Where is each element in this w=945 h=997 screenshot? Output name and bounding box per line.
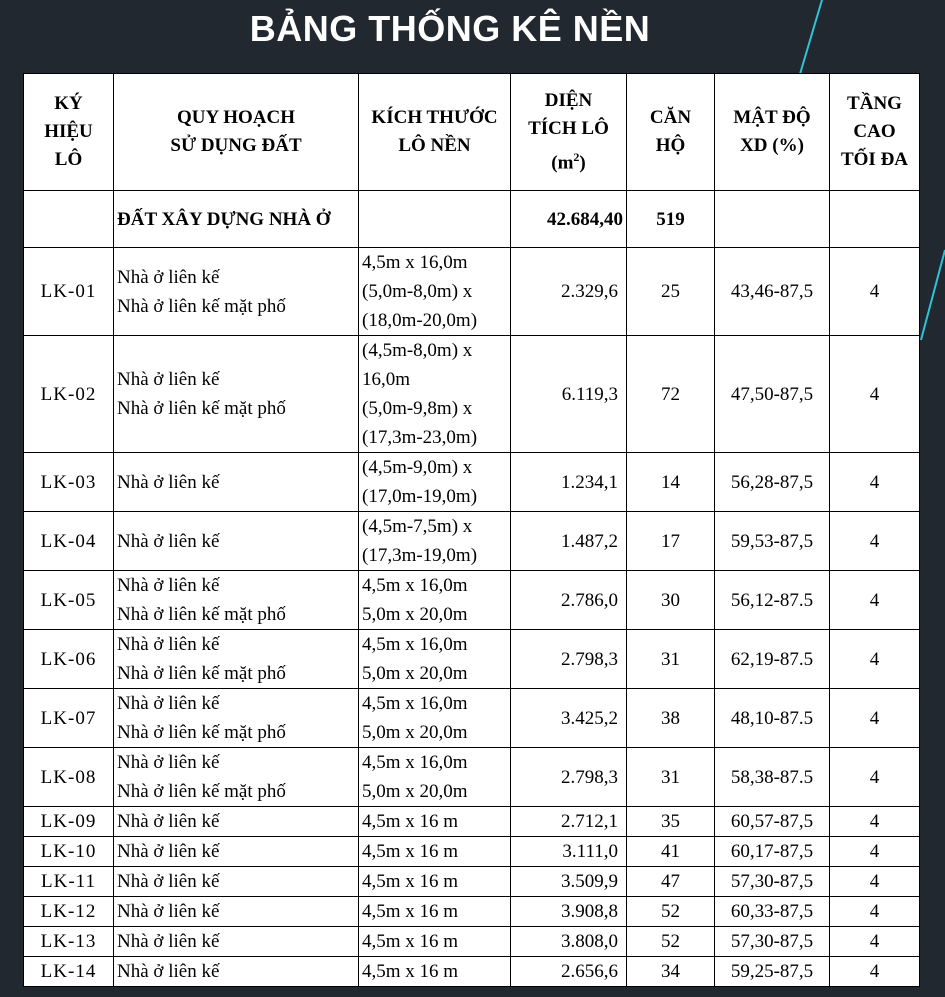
lot-area-cell: 2.656,6 [511, 957, 627, 987]
page-title: BẢNG THỐNG KÊ NỀN [249, 8, 651, 49]
table-row [24, 867, 920, 897]
header-area: DIỆN TÍCH LÔ $(m^2)$ [511, 74, 627, 191]
lot-size-cell-line: 5,0m x 20,0m [362, 604, 468, 625]
lot-code-cell: LK-01 [24, 248, 114, 336]
land-use-cell-line: Nhà ở liên kế mặt phố [117, 398, 286, 419]
lot-size-cell-line: 5,0m x 20,0m [362, 722, 468, 743]
lot-size-cell-line: (17,3m-19,0m) [362, 545, 478, 566]
units-cell: 14 [627, 453, 715, 512]
max-floors-cell: 4 [830, 837, 920, 867]
summary-label: ĐẤT XÂY DỰNG NHÀ Ở [114, 191, 359, 248]
units-cell: 52 [627, 927, 715, 957]
lot-code-cell: LK-03 [24, 453, 114, 512]
lot-size-cell [359, 571, 511, 630]
max-floors-cell: 4 [830, 927, 920, 957]
units-cell: 38 [627, 689, 715, 748]
land-use-cell [114, 336, 359, 453]
lot-size-cell-line: 4,5m x 16,0m [362, 252, 468, 273]
land-use-cell-line: Nhà ở liên kế mặt phố [117, 781, 286, 802]
summary-density [715, 191, 830, 248]
max-floors-cell: 4 [830, 571, 920, 630]
land-use-cell-line: Nhà ở liên kế [117, 266, 220, 288]
units-cell: 52 [627, 897, 715, 927]
lot-size-cell-line: (18,0m-20,0m) [362, 310, 478, 331]
lot-size-cell-line: 4,5m x 16 m [362, 811, 459, 832]
lot-size-cell-line: 4,5m x 16 m [362, 841, 459, 862]
land-use-cell-line: Nhà ở liên kế [117, 471, 220, 493]
density-cell: 60,33-87,5 [715, 897, 830, 927]
lot-size-cell [359, 867, 511, 897]
lot-size-cell [359, 689, 511, 748]
units-cell: 17 [627, 512, 715, 571]
lot-area-cell: 3.111,0 [511, 837, 627, 867]
table-row [24, 927, 920, 957]
summary-floors [830, 191, 920, 248]
cad-line-right [921, 250, 945, 340]
table-row [24, 248, 920, 336]
density-cell: 56,12-87.5 [715, 571, 830, 630]
lot-code-cell: LK-05 [24, 571, 114, 630]
max-floors-cell: 4 [830, 512, 920, 571]
units-cell: 47 [627, 867, 715, 897]
lot-code-cell: LK-04 [24, 512, 114, 571]
lot-size-cell-line: 4,5m x 16 m [362, 901, 459, 922]
lot-code-cell: LK-13 [24, 927, 114, 957]
header-floors: TẦNG CAO TỐI ĐA [830, 74, 920, 191]
density-cell: 43,46-87,5 [715, 248, 830, 336]
lot-size-cell-line: 5,0m x 20,0m [362, 781, 468, 802]
max-floors-cell: 4 [830, 248, 920, 336]
lot-size-cell [359, 512, 511, 571]
lot-size-cell-line: 16,0m [362, 369, 411, 390]
summary-code [24, 191, 114, 248]
table-row [24, 897, 920, 927]
lot-size-cell-line: (17,0m-19,0m) [362, 486, 478, 507]
land-use-cell [114, 957, 359, 987]
lot-size-cell [359, 748, 511, 807]
header-row [24, 74, 920, 191]
land-use-cell-line: Nhà ở liên kế [117, 634, 220, 655]
land-use-cell [114, 807, 359, 837]
density-cell: 62,19-87.5 [715, 630, 830, 689]
land-use-cell [114, 927, 359, 957]
density-cell: 47,50-87,5 [715, 336, 830, 453]
land-use-cell-line: Nhà ở liên kế mặt phố [117, 604, 286, 625]
density-cell: 57,30-87,5 [715, 927, 830, 957]
density-cell: 48,10-87.5 [715, 689, 830, 748]
lot-size-cell-line: 4,5m x 16,0m [362, 634, 468, 655]
lot-area-cell: 3.808,0 [511, 927, 627, 957]
lot-size-cell [359, 957, 511, 987]
land-use-cell [114, 512, 359, 571]
header-size: KÍCH THƯỚC LÔ NỀN [359, 74, 511, 191]
max-floors-cell: 4 [830, 630, 920, 689]
lot-area-cell: 2.786,0 [511, 571, 627, 630]
units-cell: 34 [627, 957, 715, 987]
lot-area-cell: 2.798,3 [511, 748, 627, 807]
lot-area-cell: 2.712,1 [511, 807, 627, 837]
table-row [24, 748, 920, 807]
lot-size-cell [359, 630, 511, 689]
land-use-cell-line: Nhà ở liên kế [117, 811, 220, 832]
units-cell: 41 [627, 837, 715, 867]
lot-size-cell [359, 807, 511, 837]
land-use-cell-line: Nhà ở liên kế [117, 530, 220, 552]
lot-area-cell: 3.425,2 [511, 689, 627, 748]
table-row [24, 512, 920, 571]
max-floors-cell: 4 [830, 748, 920, 807]
lot-size-cell-line: (4,5m-8,0m) x [362, 340, 473, 361]
lot-size-cell-line: 4,5m x 16,0m [362, 693, 468, 714]
lot-size-cell-line: (5,0m-9,8m) x [362, 398, 473, 419]
density-cell: 56,28-87,5 [715, 453, 830, 512]
max-floors-cell: 4 [830, 689, 920, 748]
density-cell: 57,30-87,5 [715, 867, 830, 897]
lot-area-cell: 3.908,8 [511, 897, 627, 927]
lot-area-cell: 2.329,6 [511, 248, 627, 336]
lot-area-cell: 3.509,9 [511, 867, 627, 897]
header-code: KÝ HIỆU LÔ [24, 74, 114, 191]
max-floors-cell: 4 [830, 867, 920, 897]
lot-code-cell: LK-08 [24, 748, 114, 807]
lot-area-cell: 6.119,3 [511, 336, 627, 453]
lot-code-cell: LK-12 [24, 897, 114, 927]
lot-size-cell-line: (17,3m-23,0m) [362, 427, 478, 448]
header-density: MẬT ĐỘ XD (%) [715, 74, 830, 191]
table-row [24, 837, 920, 867]
lot-area-cell: 1.234,1 [511, 453, 627, 512]
units-cell: 72 [627, 336, 715, 453]
header-units: CĂN HỘ [627, 74, 715, 191]
land-use-cell-line: Nhà ở liên kế [117, 693, 220, 714]
land-use-cell [114, 689, 359, 748]
lot-size-cell-line: 5,0m x 20,0m [362, 663, 468, 684]
land-use-cell-line: Nhà ở liên kế [117, 931, 220, 952]
max-floors-cell: 4 [830, 336, 920, 453]
land-use-cell [114, 248, 359, 336]
max-floors-cell: 4 [830, 897, 920, 927]
units-cell: 31 [627, 630, 715, 689]
lot-size-cell-line: (4,5m-7,5m) x [362, 516, 473, 537]
table-row [24, 807, 920, 837]
density-cell: 59,53-87,5 [715, 512, 830, 571]
table-row [24, 630, 920, 689]
land-use-cell-line: Nhà ở liên kế [117, 961, 220, 982]
max-floors-cell: 4 [830, 957, 920, 987]
lot-code-cell: LK-09 [24, 807, 114, 837]
lot-size-cell-line: 4,5m x 16,0m [362, 752, 468, 773]
table-row [24, 957, 920, 987]
lot-size-cell [359, 837, 511, 867]
lot-code-cell: LK-02 [24, 336, 114, 453]
land-use-cell-line: Nhà ở liên kế [117, 841, 220, 862]
lot-size-cell-line: (4,5m-9,0m) x [362, 457, 473, 478]
lot-size-cell-line: 4,5m x 16 m [362, 961, 459, 982]
lot-area-cell: 2.798,3 [511, 630, 627, 689]
land-use-cell-line: Nhà ở liên kế [117, 575, 220, 596]
land-use-cell-line: Nhà ở liên kế mặt phố [117, 663, 286, 684]
land-use-cell [114, 897, 359, 927]
land-use-cell [114, 571, 359, 630]
land-use-cell [114, 748, 359, 807]
land-use-cell-line: Nhà ở liên kế [117, 369, 220, 390]
lot-size-cell [359, 927, 511, 957]
land-use-cell [114, 630, 359, 689]
lot-code-cell: LK-06 [24, 630, 114, 689]
summary-area: 42.684,40 [511, 191, 627, 248]
land-use-cell-line: Nhà ở liên kế [117, 752, 220, 773]
lot-size-cell [359, 248, 511, 336]
lot-statistics-table [23, 73, 920, 987]
lot-size-cell-line: 4,5m x 16,0m [362, 575, 468, 596]
summary-units: 519 [627, 191, 715, 248]
density-cell: 58,38-87.5 [715, 748, 830, 807]
density-cell: 60,17-87,5 [715, 837, 830, 867]
lot-code-cell: LK-10 [24, 837, 114, 867]
table-row [24, 689, 920, 748]
summary-size [359, 191, 511, 248]
land-use-cell-line: Nhà ở liên kế [117, 901, 220, 922]
land-use-cell-line: Nhà ở liên kế mặt phố [117, 295, 286, 317]
units-cell: 31 [627, 748, 715, 807]
land-use-cell-line: Nhà ở liên kế mặt phố [117, 722, 286, 743]
lot-size-cell-line: (5,0m-8,0m) x [362, 281, 473, 302]
lot-code-cell: LK-11 [24, 867, 114, 897]
lot-size-cell [359, 897, 511, 927]
units-cell: 25 [627, 248, 715, 336]
lot-size-cell [359, 453, 511, 512]
lot-code-cell: LK-07 [24, 689, 114, 748]
lot-size-cell-line: 4,5m x 16 m [362, 871, 459, 892]
table-row [24, 453, 920, 512]
density-cell: 59,25-87,5 [715, 957, 830, 987]
table-row [24, 336, 920, 453]
land-use-cell-line: Nhà ở liên kế [117, 871, 220, 892]
density-cell: 60,57-87,5 [715, 807, 830, 837]
table-row [24, 571, 920, 630]
lot-size-cell [359, 336, 511, 453]
units-cell: 35 [627, 807, 715, 837]
lot-area-cell: 1.487,2 [511, 512, 627, 571]
header-usage: QUY HOẠCH SỬ DỤNG ĐẤT [114, 74, 359, 191]
land-use-cell [114, 837, 359, 867]
lot-code-cell: LK-14 [24, 957, 114, 987]
summary-row [24, 191, 920, 248]
units-cell: 30 [627, 571, 715, 630]
lot-size-cell-line: 4,5m x 16 m [362, 931, 459, 952]
max-floors-cell: 4 [830, 807, 920, 837]
land-use-cell [114, 867, 359, 897]
max-floors-cell: 4 [830, 453, 920, 512]
land-use-cell [114, 453, 359, 512]
